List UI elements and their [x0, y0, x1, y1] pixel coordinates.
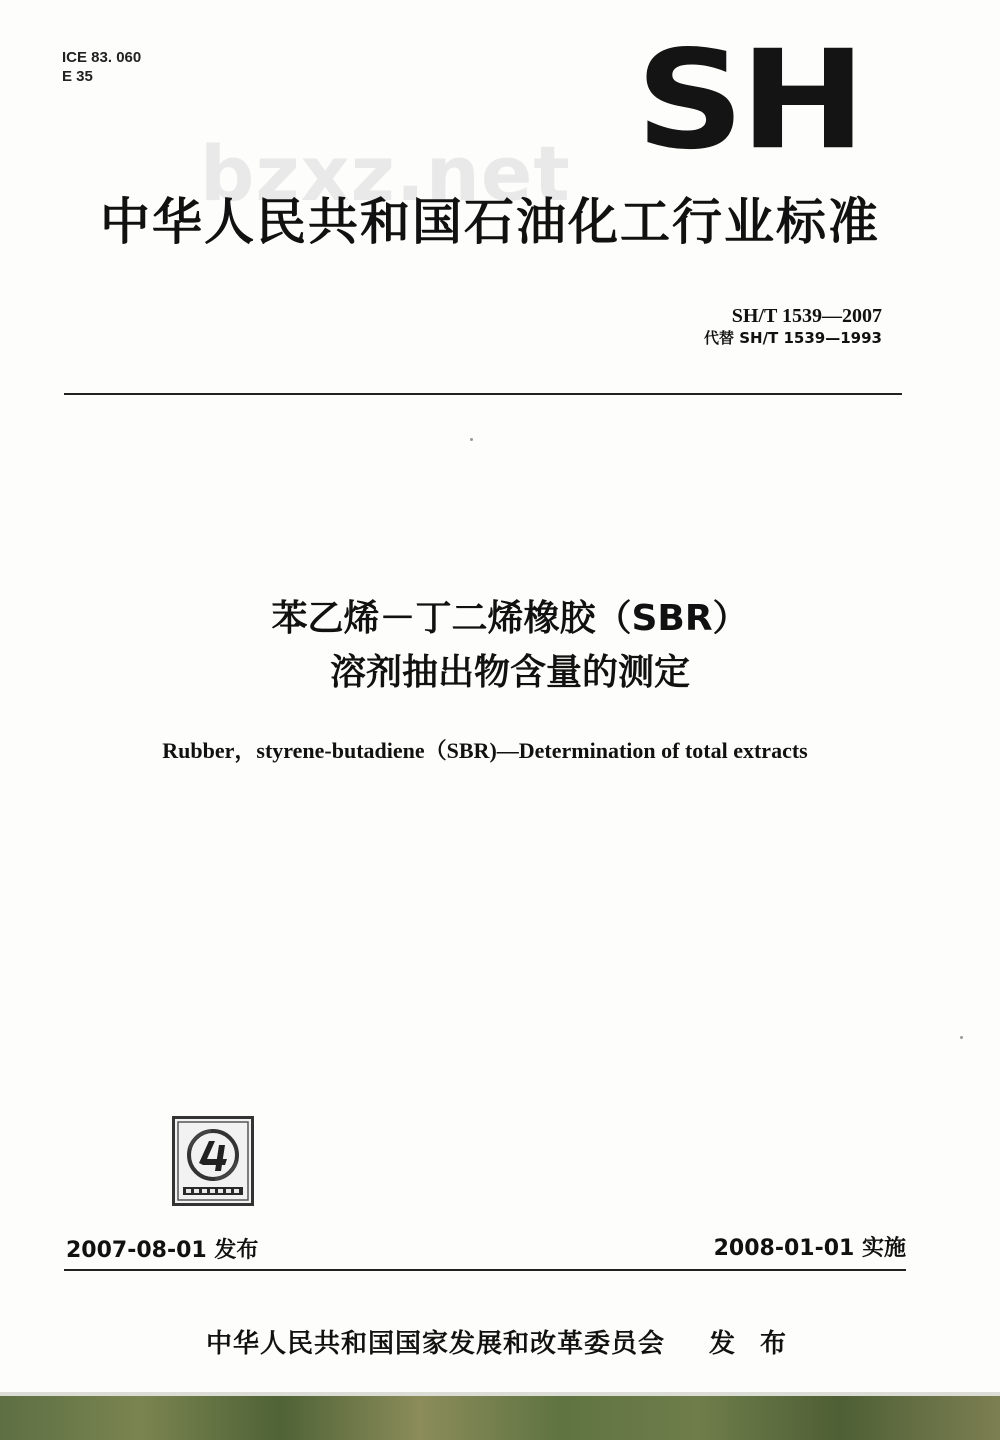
- ccs-code: E 35: [62, 68, 93, 85]
- ics-code: ICE 83. 060: [62, 49, 142, 66]
- publisher-seal-logo: [172, 1116, 254, 1206]
- watermark: bzxz.net: [200, 129, 571, 218]
- scan-background-strip: [0, 1396, 1000, 1440]
- date-row: [66, 1236, 906, 1266]
- bottom-divider: [64, 1269, 906, 1271]
- scan-speck: [470, 438, 473, 441]
- sh-logo: [636, 21, 862, 181]
- seal-emblem-icon: [175, 1119, 251, 1203]
- chinese-title-line-1: 苯乙烯－丁二烯橡胶（SBR）: [271, 598, 749, 639]
- scan-speck: [960, 1036, 963, 1039]
- replaces-standard: 代替 SH/T 1539—1993: [703, 329, 882, 347]
- industry-standard-title: 中华人民共和国石油化工行业标准: [100, 193, 880, 251]
- english-title: Rubber，styrene-butadiene（SBR)—Determination of total extracts: [162, 738, 808, 763]
- chinese-title: [60, 592, 960, 700]
- standard-number: SH/T 1539—2007: [731, 305, 882, 327]
- top-divider: [64, 393, 902, 395]
- publisher-verb: 发 布: [708, 1329, 795, 1359]
- publisher-line: [60, 1326, 940, 1362]
- classification-codes: [62, 48, 141, 86]
- sh-logo-text: SH: [636, 21, 862, 181]
- issue-date: 2007-08-01 发布: [66, 1238, 259, 1263]
- chinese-title-line-2: 溶剂抽出物含量的测定: [329, 652, 690, 693]
- implementation-date: 2008-01-01 实施: [713, 1236, 906, 1261]
- publisher-name: 中华人民共和国国家发展和改革委员会: [205, 1329, 665, 1359]
